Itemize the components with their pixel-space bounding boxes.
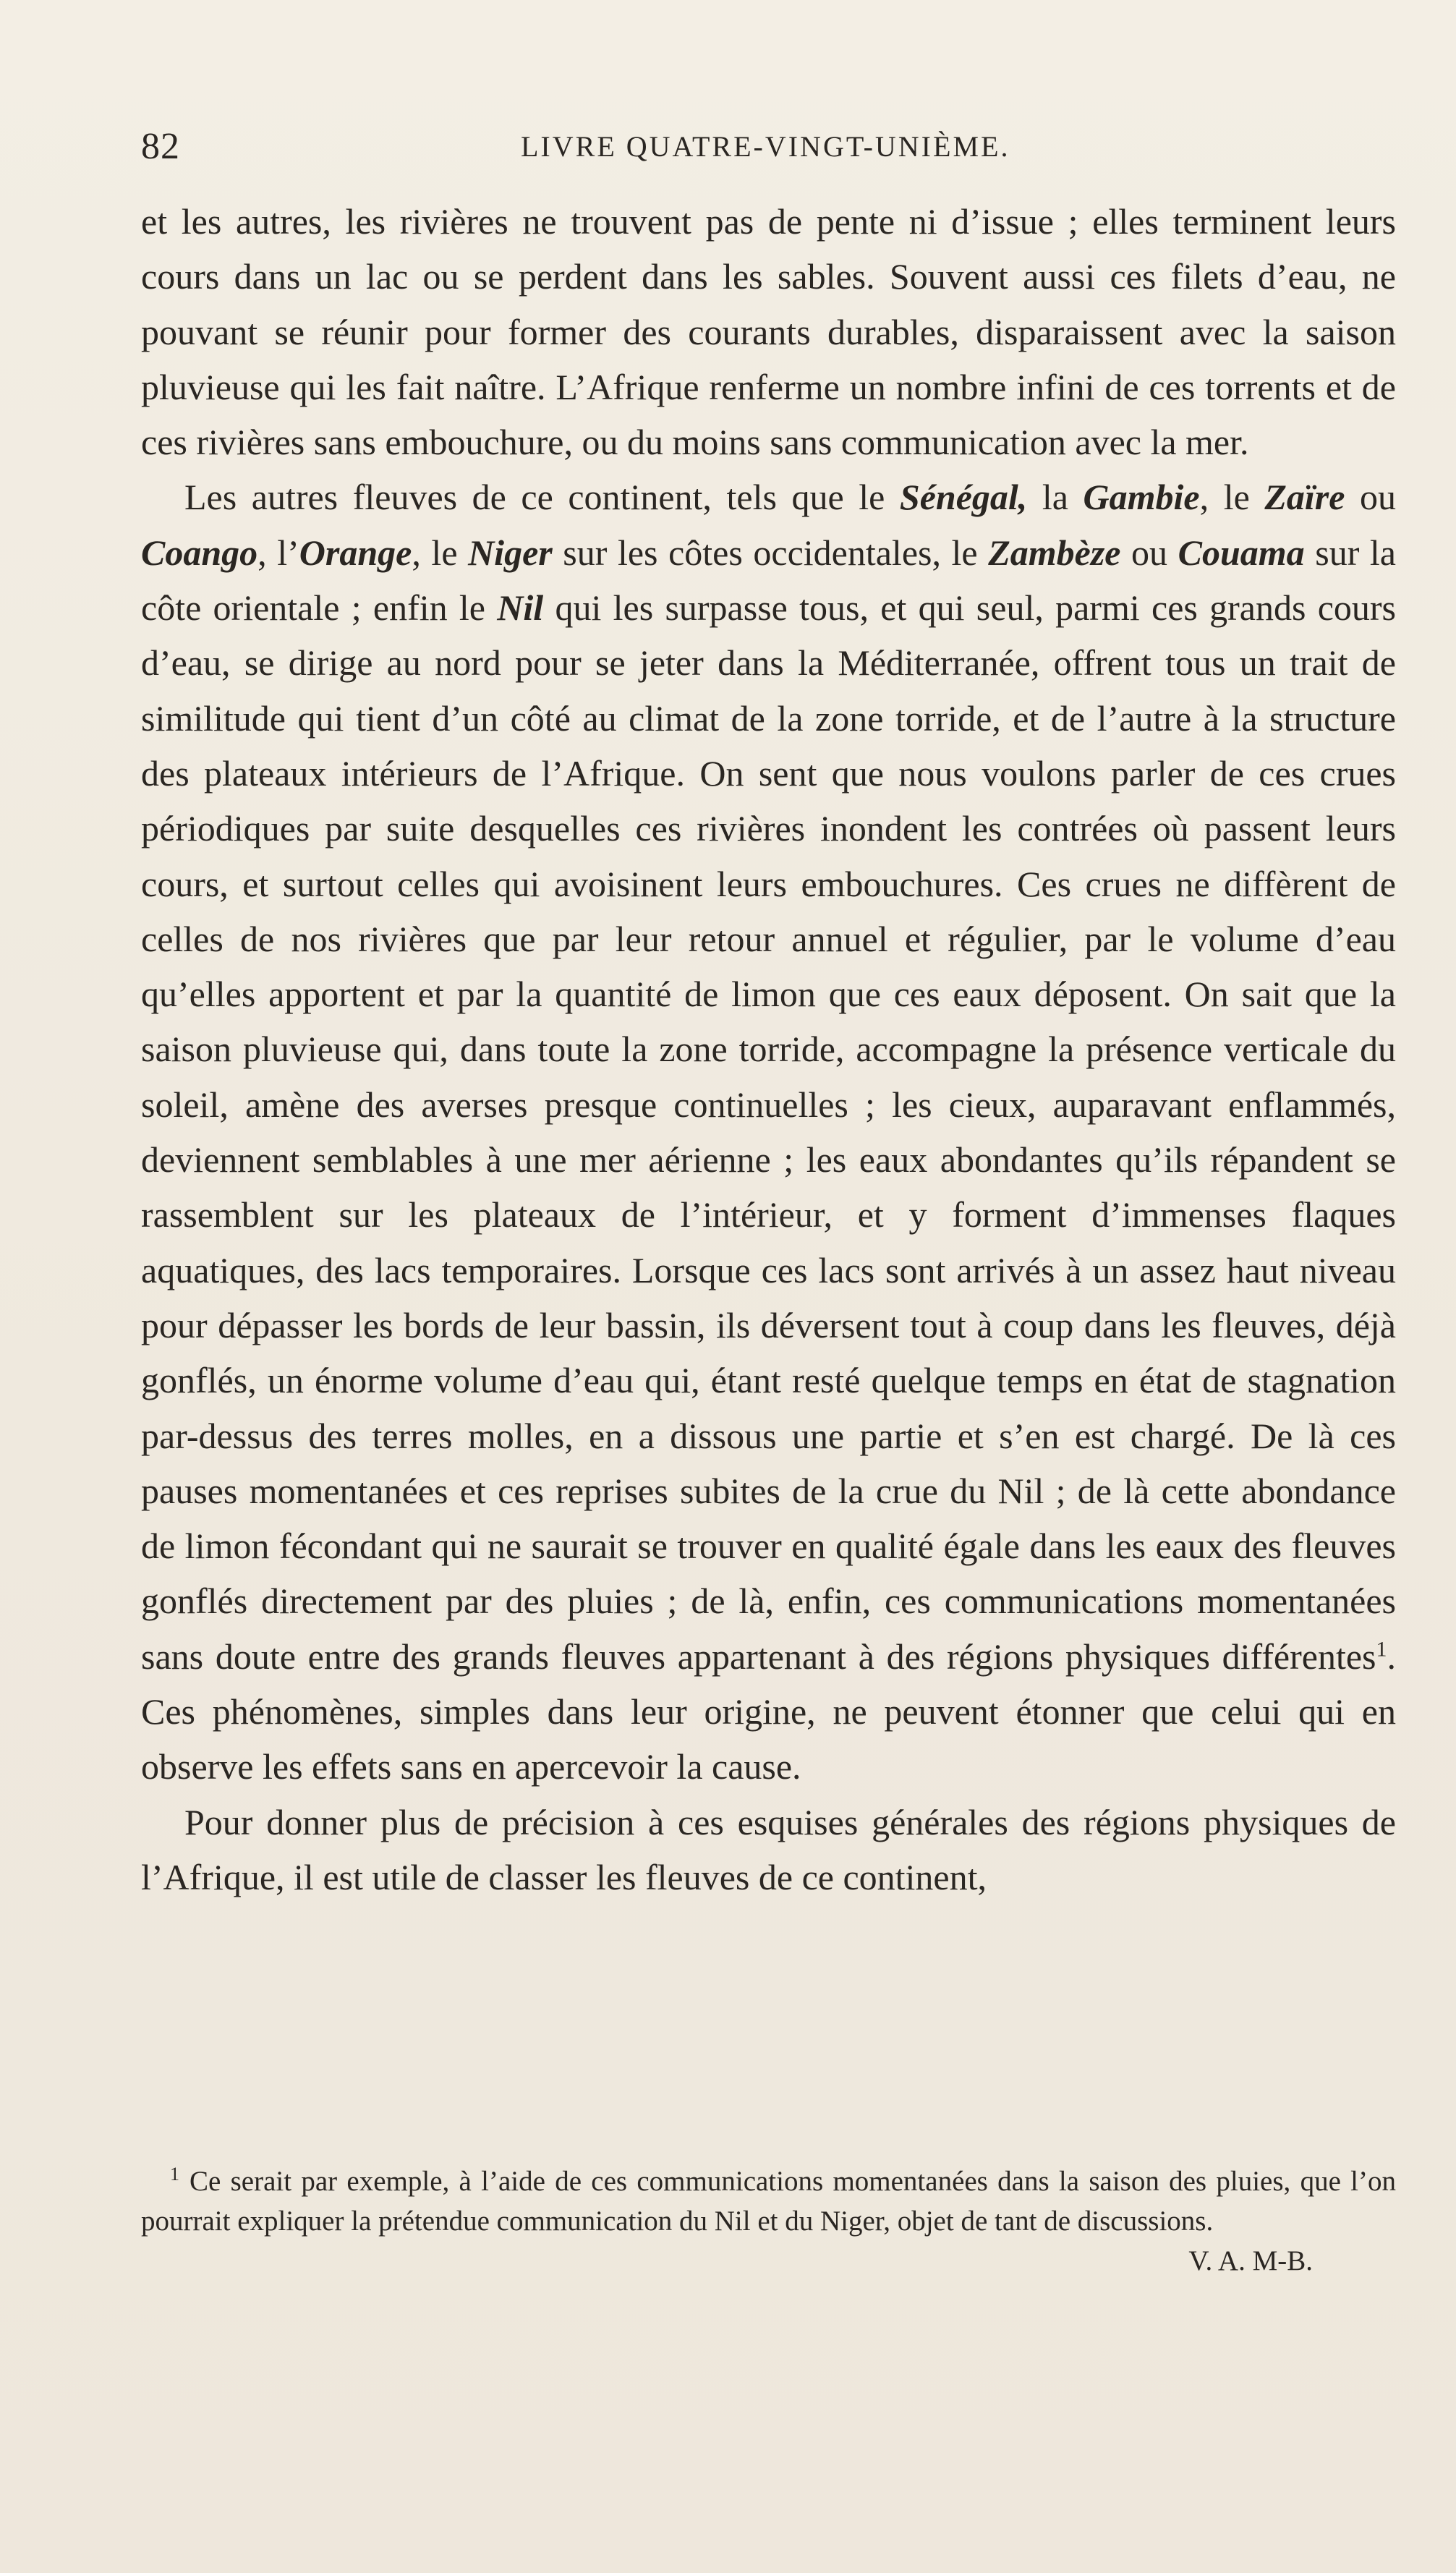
paragraph-continuation: et les autres, les rivières ne trouvent pas de pente ni d’issue ; elles terminent leurs cours dans un lac ou se perdent dans les sables. Souvent aussi ces filets d’eau, ne pouvant se réunir pour former des courants durables, disparaissent avec la saison pluvieuse qui les fait naître. L’Afrique renferme un nombre infini de ces torrents et de ces rivières sans embouchure, ou du moins sans communication avec la mer. (141, 201, 1396, 463)
running-title: LIVRE QUATRE-VINGT-UNIÈME. (521, 130, 1010, 163)
text-run: , l’ (257, 532, 299, 573)
paragraph-rivers (141, 469, 1396, 1794)
river-name-zambeze: Zambèze (988, 532, 1121, 573)
text-run: . Ces phénomènes, simples dans leur origine, ne peuvent étonner que celui qui en observe les effets sans en apercevoir la cause. (141, 1636, 1396, 1787)
footnote (141, 2161, 1396, 2281)
footnote-reference[interactable]: 1 (1376, 1637, 1387, 1662)
river-name-couama: Couama (1178, 532, 1305, 573)
river-name-zaire: Zaïre (1264, 477, 1345, 518)
text-run: , le (412, 532, 469, 573)
text-run: Les autres fleuves de ce continent, tels que le (184, 477, 900, 518)
river-name-niger: Niger (468, 532, 553, 573)
river-name-nil: Nil (497, 587, 544, 629)
text-run: ou (1120, 532, 1178, 573)
paragraph-classification: Pour donner plus de précision à ces esquises générales des régions physiques de l’Afrique, il est utile de classer les fleuves de ce continent, (141, 1801, 1396, 1897)
river-name-gambie: Gambie (1083, 477, 1200, 518)
text-run: sur la côte orientale ; enfin le (141, 532, 1396, 629)
river-name-orange: Orange (299, 532, 412, 573)
text-run: qui les surpasse tous, et qui seul, parmi ces grands cours d’eau, se dirige au nord pour se jeter dans la Méditerranée, offrent tous un trait de similitude qui tient d’un côté au climat de la zone torride, et de l’autre à la structure des plateaux intérieurs de l’Afrique. On sent que nous voulons parler de ces crues périodiques par suite desquelles ces rivières inondent les contrées où passent leurs cours, et surtout celles qui avoisinent leurs embouchures. Ces crues ne diffèrent de celles de nos rivières que par leur retour annuel et régulier, par le volume d’eau qu’elles apportent et par la quantité de limon que ces eaux déposent. On sait que la saison pluvieuse qui, dans toute la zone torride, accompagne la présence verticale du soleil, amène des averses presque continuelles ; les cieux, auparavant enflammés, deviennent semblables à une mer aérienne ; les eaux abondantes qu’ils répandent se rassemblent sur les plateaux de l’intérieur, et y forment d’immenses flaques aquatiques, des lacs temporaires. Lorsque ces lacs sont arrivés à un assez haut niveau pour dépasser les bords de leur bassin, ils déversent tout à coup dans les fleuves, déjà gonflés, un énorme volume d’eau qui, étant resté quelque temps en état de stagnation par-dessus des terres molles, en a dissous une partie et s’en est chargé. De là ces pauses momentanées et ces reprises subites de la crue du Nil ; de là cette abondance de limon fécondant qui ne saurait se trouver en qualité égale dans les eaux des fleuves gonflés directement par des pluies ; de là, enfin, ces communications momentanées sans doute entre des grands fleuves appartenant à des régions physiques différentes (141, 587, 1397, 1677)
page-number: 82 (141, 126, 180, 167)
text-run: ou (1345, 477, 1397, 518)
text-run: la (1027, 477, 1084, 518)
footnote-text: Ce serait par exemple, à l’aide de ces communications momentanées dans la saison des pluies, que l’on pourrait expliquer la prétendue communication du Nil et du Niger, objet de tant de discussions. (141, 2166, 1396, 2237)
river-name-coango: Coango (141, 532, 258, 573)
main-text (141, 194, 1396, 1905)
text-run: , le (1199, 477, 1265, 518)
text-run: sur les côtes occidentales, le (552, 532, 989, 573)
river-name-senegal: Sénégal, (899, 477, 1028, 518)
footnote-marker: 1 (170, 2164, 179, 2185)
running-head (141, 122, 1450, 172)
footnote-signature: V. A. M-B. (1188, 2245, 1313, 2276)
